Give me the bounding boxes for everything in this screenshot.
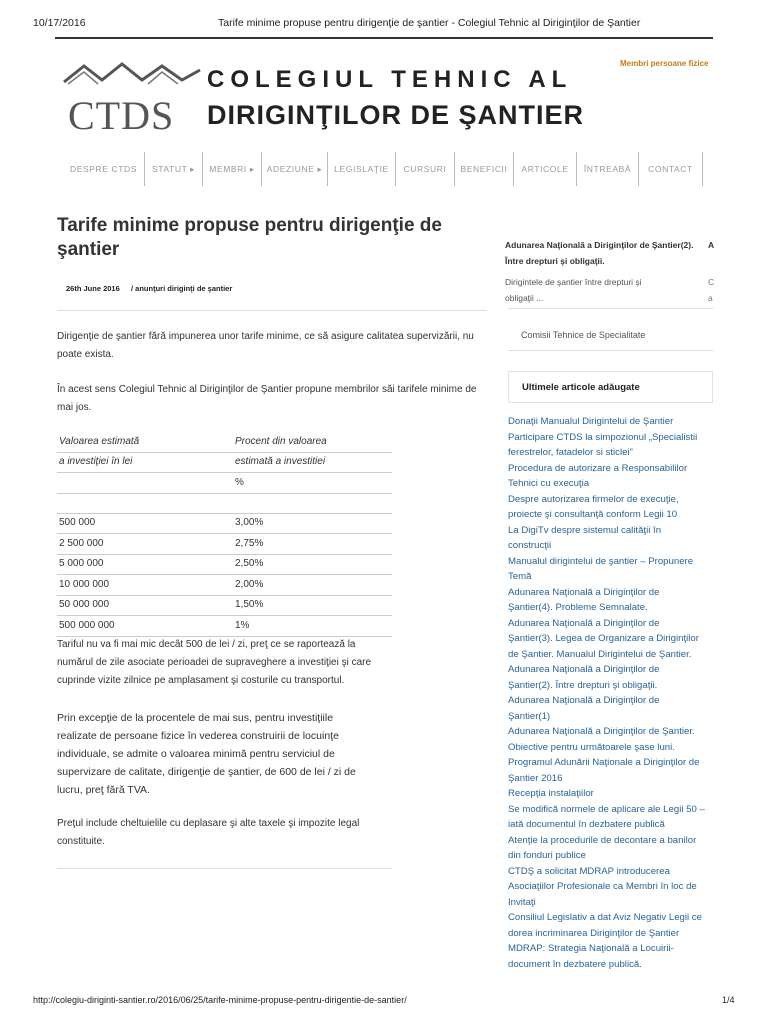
row-value: 10 000 000: [59, 579, 110, 590]
article-link[interactable]: Obiective pentru următoarele şase luni.: [508, 741, 675, 753]
col2-header: Procent din valoarea: [235, 436, 327, 447]
commissions-link[interactable]: Comisii Tehnice de Specialitate: [521, 330, 646, 340]
article-end-divider: [57, 868, 392, 869]
rooftops-logo-icon: [62, 60, 202, 94]
article-link[interactable]: dorea incriminarea Diriginţilor de Şantier: [508, 927, 680, 939]
article-link[interactable]: Adunarea Naţională a Diriginţilor de: [508, 664, 660, 675]
row-percent: 2,00%: [235, 579, 264, 590]
featured-next-title[interactable]: A: [708, 240, 715, 250]
table-row: [57, 534, 392, 555]
row-percent: 3,00%: [235, 517, 264, 528]
article-link[interactable]: ferestrelor, fatadelor si sticlei”: [508, 447, 633, 458]
nav-articole[interactable]: ARTICOLE: [514, 152, 577, 186]
row-percent: 1,50%: [235, 599, 264, 610]
featured-post[interactable]: [505, 237, 705, 306]
row-value: 500 000: [59, 517, 96, 528]
featured-next-excerpt-1: C: [708, 277, 715, 287]
article-link[interactable]: de Şantier. Manualul Dirigintelui de Şantier.: [508, 648, 692, 660]
row-value: 2 500 000: [59, 538, 104, 549]
article-date: 26th June 2016: [66, 284, 120, 293]
nav-membri[interactable]: MEMBRI ▸: [203, 152, 262, 186]
article-link[interactable]: Donaţii Manualul Dirigintelui de Şantier: [508, 416, 674, 427]
col2-header-unit: %: [235, 477, 244, 488]
latest-articles-heading: Ultimele articole adăugate: [522, 382, 640, 393]
article-link[interactable]: Asociaţiilor Profesionale ca Membri în loc de: [508, 881, 697, 892]
article-paragraph-4: Prin excepţie de la procentele de mai sus, pentru investiţiile realizate de persoane fizice în vederea construirii de locuinţe individuale, se admite o valoarea minimă pentru serviciul de supervizare de calitate, dirigenţie de şantier, de 600 de lei / zi de lucru, preţ fără TVA.: [57, 712, 356, 796]
table-spacer-row: [57, 493, 392, 514]
table-header-row-2: [57, 452, 392, 473]
nav-despre[interactable]: DESPRE CTDS: [63, 152, 145, 186]
article-link[interactable]: Adunarea Naţională a Diriginţilor de Şantier.: [508, 726, 695, 737]
print-title: Tarife minime propuse pentru dirigenţie de şantier - Colegiul Tehnic al Diriginţilor de Şantier: [218, 17, 641, 29]
article-link[interactable]: Adunarea Naţională a Diriginţilor de: [508, 695, 660, 706]
article-paragraph-1: Dirigenţie de şantier fără impunerea unor tarife minime, ce să asigure calitatea supervizării, nu poate exista.: [57, 331, 474, 360]
table-header-row-1: [57, 432, 392, 453]
row-value: 500 000 000: [59, 620, 115, 631]
article-link[interactable]: Despre autorizarea firmelor de execuţie,: [508, 493, 679, 505]
col1-header-cont: a investiţiei în lei: [59, 456, 133, 467]
article-link[interactable]: Şantier(4). Probleme Semnalate.: [508, 602, 648, 613]
article-paragraph-5: Preţul include cheltuielile cu deplasare şi alte taxele şi impozite legal constituite.: [57, 818, 360, 847]
article-link[interactable]: Şantier(3). Legea de Organizare a Diriginţilor: [508, 633, 699, 644]
article-paragraph-3: Tariful nu va fi mai mic decât 500 de lei / zi, preţ ce se raportează la numărul de zile asociate perioadei de supraveghere a investiţiei şi care cuprinde vizite zilnice pe amplasament şi costurile cu transportul.: [57, 639, 372, 686]
nav-legislatie[interactable]: LEGISLAŢIE: [328, 152, 396, 186]
article-link[interactable]: Se modifică normele de aplicare ale Legii 50 –: [508, 803, 705, 815]
latest-articles-box: [508, 371, 713, 403]
main-nav: [63, 152, 703, 186]
table-row: [57, 513, 392, 534]
row-percent: 2,75%: [235, 538, 264, 549]
featured-next-excerpt-2: a: [708, 293, 713, 303]
article-title: Tarife minime propuse pentru dirigenţie de şantier: [57, 215, 442, 260]
nav-cursuri[interactable]: CURSURI: [396, 152, 455, 186]
article-link[interactable]: Tehnici cu execuţia: [508, 478, 590, 489]
featured-title-line2[interactable]: Între drepturi şi obligaţii.: [505, 256, 605, 266]
article-link[interactable]: La DigiTv despre sistemul calităţii în: [508, 524, 662, 536]
row-percent: 1%: [235, 620, 250, 631]
nav-intreaba[interactable]: ÎNTREABĂ: [577, 152, 639, 186]
article-link[interactable]: din fonduri publice: [508, 850, 586, 861]
row-percent: 2,50%: [235, 558, 264, 569]
article-link[interactable]: proiecte şi consultanţă conform Legii 10: [508, 509, 678, 520]
article-link[interactable]: Şantier(2). Între drepturi şi obligaţii.: [508, 679, 658, 691]
article-link[interactable]: Manualul dirigintelui de şantier – Propunere: [508, 555, 694, 567]
nav-adeziune[interactable]: ADEZIUNE ▸: [262, 152, 328, 186]
featured-excerpt-line1: Dirigintele de şantier între drepturi şi: [505, 277, 642, 287]
logo-ctds[interactable]: CTDS: [68, 93, 175, 138]
row-value: 50 000 000: [59, 599, 110, 610]
nav-contact[interactable]: CONTACT: [639, 152, 703, 186]
article-link[interactable]: Participare CTDS la simpozionul „Specialistii: [508, 431, 698, 443]
article-link[interactable]: Adunarea Naţională a Diriginţilor de: [508, 586, 660, 598]
article-link[interactable]: Şantier 2016: [508, 772, 563, 784]
table-row: [57, 595, 392, 616]
print-date: 10/17/2016: [33, 17, 86, 29]
table-row: [57, 554, 392, 575]
featured-excerpt-line2: obligaţii ...: [505, 293, 544, 303]
article-link[interactable]: document în dezbatere publică.: [508, 958, 642, 970]
article-divider: [57, 310, 487, 311]
table-row: [57, 575, 392, 596]
article-link[interactable]: CTDŞ a solicitat MDRAP introducerea: [508, 865, 670, 877]
article-link[interactable]: Invitaţi: [508, 896, 536, 908]
article-paragraph-2: În acest sens Colegiul Tehnic al Diriginţilor de Şantier propune membrilor săi tarifele minime de mai jos.: [57, 384, 477, 413]
article-link[interactable]: Adunarea Naţională a Diriginţilor de: [508, 617, 660, 629]
site-name-line2[interactable]: DIRIGINŢILOR DE ŞANTIER: [207, 100, 585, 130]
article-link[interactable]: Recepţia instalaţiilor: [508, 788, 594, 799]
article-category[interactable]: / anunţuri diriginţi de şantier: [131, 284, 233, 293]
header-divider: [55, 37, 713, 39]
table-header-row-3: [57, 473, 392, 494]
featured-post-next[interactable]: [708, 237, 718, 306]
site-name-line1[interactable]: COLEGIUL TEHNIC AL: [207, 66, 573, 93]
article-link[interactable]: Programul Adunării Naţionale a Diriginţilor de: [508, 757, 700, 768]
nav-beneficii[interactable]: BENEFICII: [455, 152, 514, 186]
article-link[interactable]: construcţii: [508, 540, 552, 551]
article-link[interactable]: MDRAP: Strategia Naţională a Locuirii-: [508, 943, 674, 954]
print-page-number: 1/4: [722, 995, 735, 1005]
col1-header: Valoarea estimată: [59, 436, 140, 447]
article-link[interactable]: Consiliul Legislativ a dat Aviz Negativ Legii ce: [508, 912, 702, 923]
featured-title-line1[interactable]: Adunarea Naţională a Diriginţilor de Şantier(2).: [505, 240, 694, 250]
article-link[interactable]: Şantier(1): [508, 710, 551, 722]
col2-header-cont: estimată a investitiei: [235, 456, 326, 467]
article-link[interactable]: iată documentul în dezbatere publică: [508, 819, 665, 830]
member-persons-link[interactable]: Membri persoane fizice: [620, 59, 709, 68]
article-link[interactable]: Temă: [508, 571, 532, 582]
article-link[interactable]: Procedura de autorizare a Responsabililor: [508, 462, 688, 474]
row-value: 5 000 000: [59, 558, 104, 569]
sidebar-divider-2: [508, 350, 713, 351]
nav-statut[interactable]: STATUT ▸: [145, 152, 203, 186]
table-row: [57, 616, 392, 637]
print-url: http://colegiu-diriginti-santier.ro/2016/06/25/tarife-minime-propuse-pentru-dirigentie-de-santier/: [33, 995, 407, 1005]
latest-articles-list: [508, 414, 713, 972]
sidebar-divider: [508, 308, 713, 309]
article-link[interactable]: Atenţie la procedurile de decontare a banilor: [508, 834, 697, 846]
